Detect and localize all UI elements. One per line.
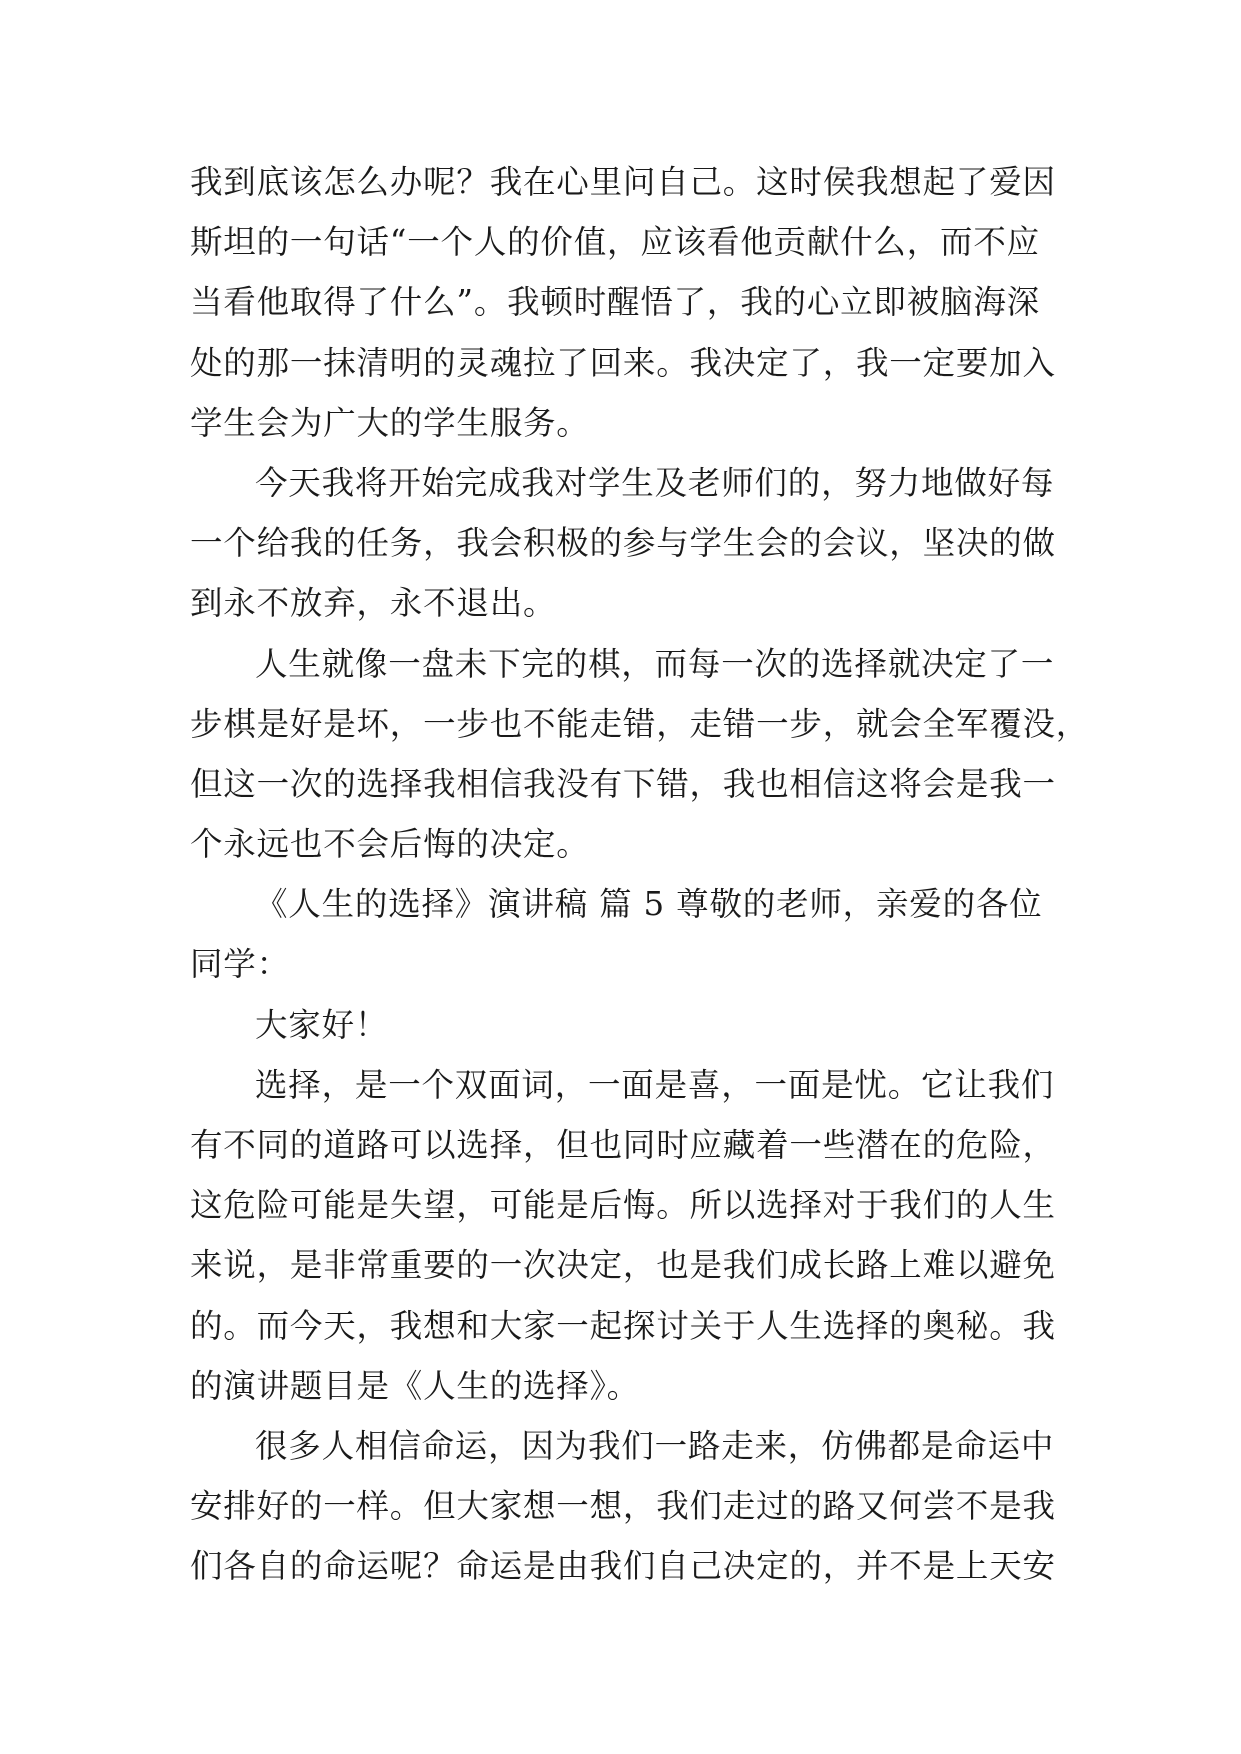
text-line: 《人生的选择》演讲稿 篇 5 尊敬的老师，亲爱的各位 [255,885,1043,924]
text-line: 当看他取得了什么”。我顿时醒悟了，我的心立即被脑海深 [190,283,1040,322]
paragraph [190,634,1090,875]
text-line: 我到底该怎么办呢？我在心里问自己。这时侯我想起了爱因 [190,163,1056,201]
text-line: 安排好的一样。但大家想一想，我们走过的路又何尝不是我 [190,1487,1056,1526]
text-line: 但这一次的选择我相信我没有下错，我也相信这将会是我一 [190,764,1056,803]
text-line: 们各自的命运呢？命运是由我们自己决定的，并不是上天安 [190,1547,1056,1586]
text-line: 步棋是好是坏，一步也不能走错，走错一步，就会全军覆没， [190,704,1090,743]
text-line: 个永远也不会后悔的决定。 [190,825,590,864]
text-line: 今天我将开始完成我对学生及老师们的，努力地做好每 [255,463,1055,502]
paragraph [190,1055,1060,1416]
text-line: 学生会为广大的学生服务。 [190,403,590,442]
document-body [190,152,1090,1597]
paragraph [190,995,1060,1055]
text-line: 的演讲题目是《人生的选择》。 [190,1366,640,1405]
paragraph [190,152,1060,453]
text-line: 处的那一抹清明的灵魂拉了回来。我决定了，我一定要加入 [190,343,1056,382]
text-line: 来说，是非常重要的一次决定，也是我们成长路上难以避免 [190,1246,1056,1285]
text-line: 选择，是一个双面词，一面是喜，一面是忧。它让我们 [255,1065,1055,1104]
text-line: 大家好！ [255,1005,389,1044]
text-line: 有不同的道路可以选择，但也同时应藏着一些潜在的危险， [190,1126,1056,1164]
text-line: 同学： [190,945,290,984]
text-line: 到永不放弃，永不退出。 [190,584,557,623]
paragraph [190,453,1060,634]
text-line: 一个给我的任务，我会积极的参与学生会的会议，坚决的做 [190,524,1056,563]
text-line: 人生就像一盘未下完的棋，而每一次的选择就决定了一 [255,644,1055,683]
text-line: 斯坦的一句话“一个人的价值，应该看他贡献什么，而不应 [190,223,1040,262]
paragraph [190,874,1060,994]
paragraph [190,1416,1060,1597]
text-line: 的。而今天，我想和大家一起探讨关于人生选择的奥秘。我 [190,1306,1056,1345]
text-line: 这危险可能是失望，可能是后悔。所以选择对于我们的人生 [190,1186,1056,1225]
text-line: 很多人相信命运，因为我们一路走来，仿佛都是命运中 [255,1426,1055,1465]
